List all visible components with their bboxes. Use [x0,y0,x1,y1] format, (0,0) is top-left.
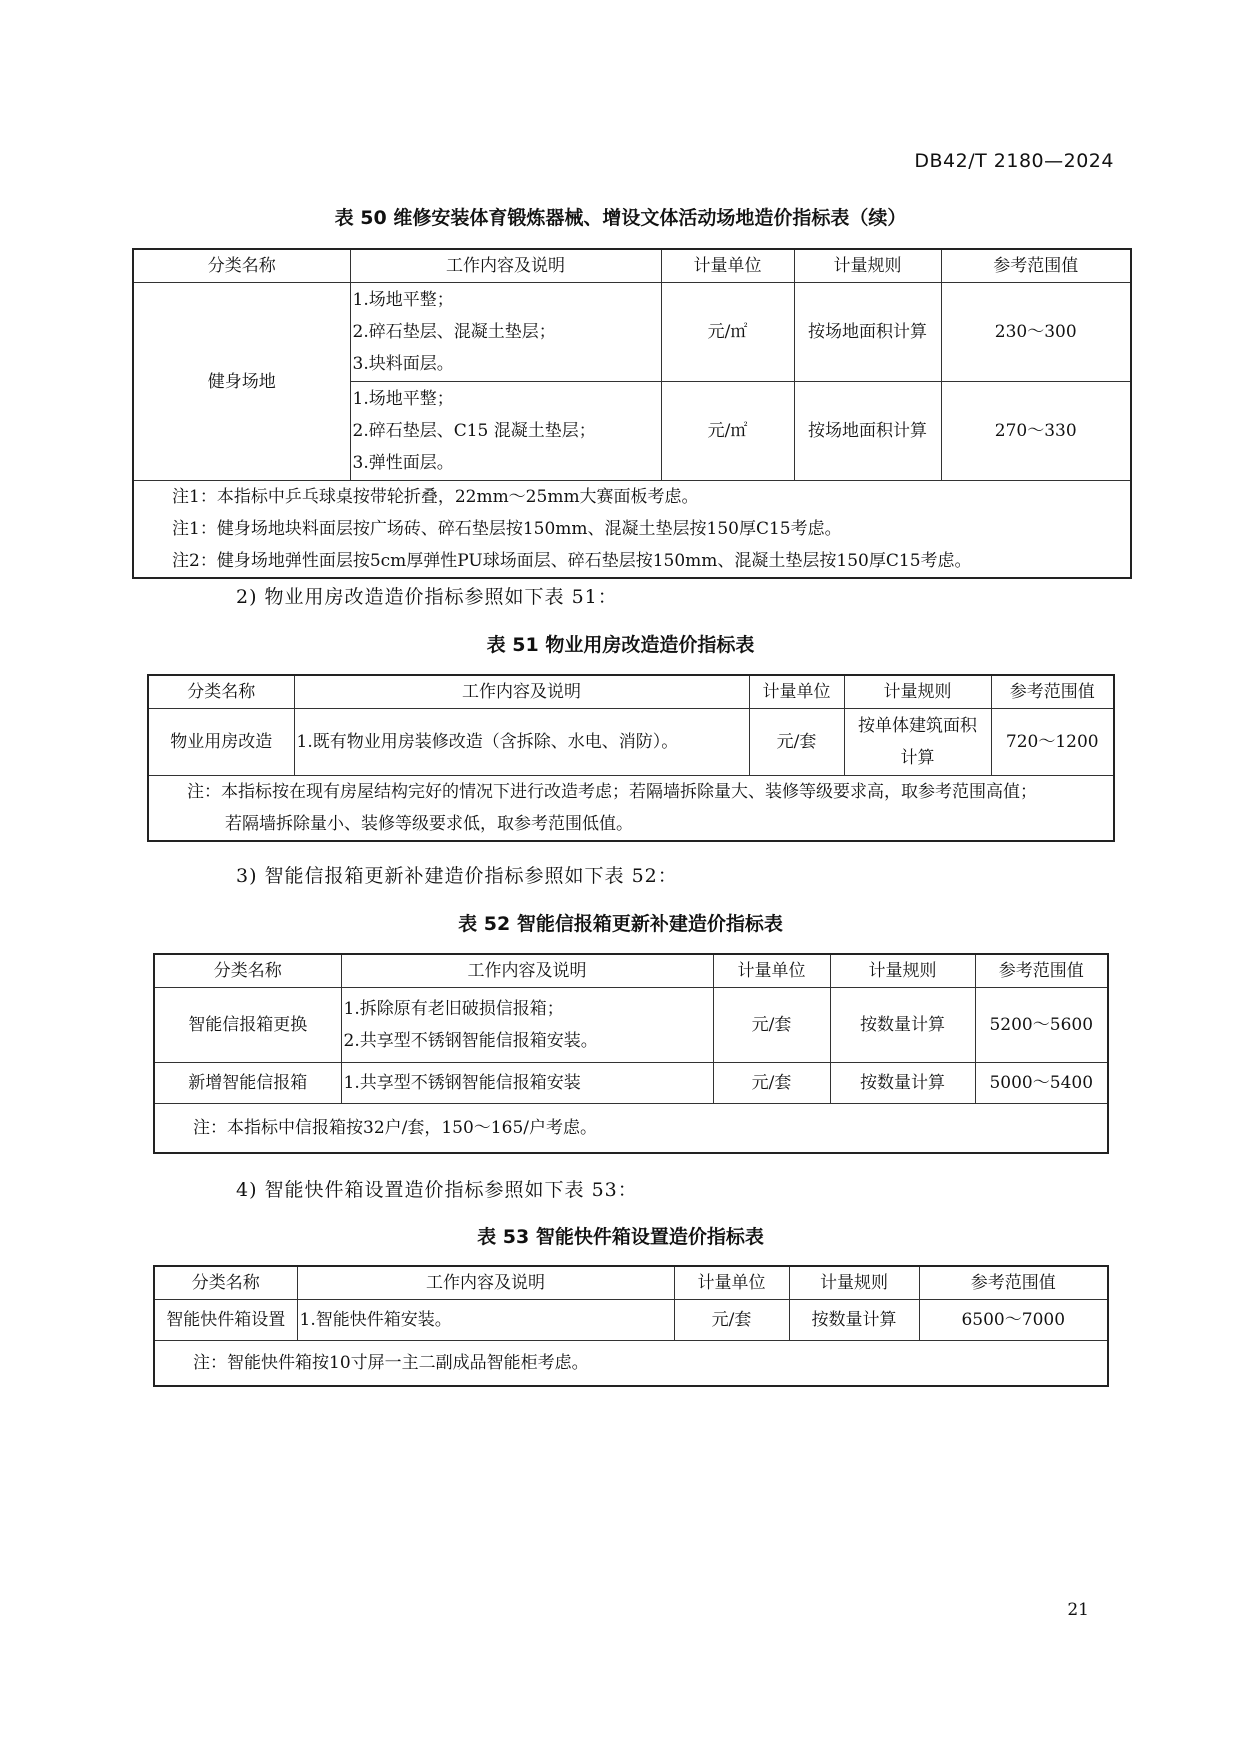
header-category: 分类名称 [154,954,341,988]
unit-cell: 元/套 [674,1300,789,1341]
notes-row [148,776,1114,842]
header-rule: 计量规则 [794,249,941,283]
header-unit: 计量单位 [661,249,794,283]
content-cell [350,382,661,481]
rule-cell: 按场地面积计算 [794,382,941,481]
header-category: 分类名称 [148,675,294,709]
header-category: 分类名称 [133,249,350,283]
rule-cell: 按数量计算 [830,1063,975,1104]
note-line: 注2：健身场地弹性面层按5cm厚弹性PU球场面层、碎石垫层按150mm、混凝土垫层按150厚C15考虑。 [172,551,972,571]
table-53-caption: 表 53 智能快件箱设置造价指标表 [477,1226,764,1248]
unit-cell: 元/套 [713,988,830,1063]
content-cell: 1.智能快件箱安装。 [297,1300,674,1341]
header-content: 工作内容及说明 [297,1266,674,1300]
standard-code: DB42/T 2180—2024 [914,150,1114,172]
header-rule: 计量规则 [844,675,991,709]
content-line: 2.碎石垫层、混凝土垫层； [352,322,556,342]
range-cell: 230～300 [941,283,1131,382]
content-line: 1.拆除原有老旧破损信报箱； [343,999,564,1019]
table-52 [153,953,1109,1154]
header-content: 工作内容及说明 [341,954,713,988]
table-50-caption: 表 50 维修安装体育锻炼器械、增设文体活动场地造价指标表（续） [334,207,907,229]
category-cell: 物业用房改造 [148,709,294,776]
notes-cell: 注：本指标中信报箱按32户/套，150～165/户考虑。 [154,1104,1108,1154]
table-row [133,283,1131,382]
range-cell: 720～1200 [991,709,1114,776]
rule-cell: 按场地面积计算 [794,283,941,382]
table-row [154,1063,1108,1104]
table-52-caption: 表 52 智能信报箱更新补建造价指标表 [458,913,783,935]
notes-cell: 注：智能快件箱按10寸屏一主二副成品智能柜考虑。 [154,1341,1108,1387]
table-header-row [148,675,1114,709]
note-line: 注：本指标按在现有房屋结构完好的情况下进行改造考虑；若隔墙拆除量大、装修等级要求高，取参考范围高值； [187,782,1037,802]
table-50 [132,248,1132,579]
header-range: 参考范围值 [919,1266,1108,1300]
range-cell: 5000～5400 [975,1063,1108,1104]
table-header-row [133,249,1131,283]
notes-row [154,1341,1108,1387]
rule-cell [844,709,991,776]
range-cell: 6500～7000 [919,1300,1108,1341]
table-header-row [154,954,1108,988]
header-unit: 计量单位 [713,954,830,988]
page-number: 21 [1067,1600,1089,1620]
content-line: 1.场地平整； [352,290,454,310]
header-category: 分类名称 [154,1266,297,1300]
rule-cell: 按数量计算 [830,988,975,1063]
notes-row [133,481,1131,579]
header-content: 工作内容及说明 [350,249,661,283]
rule-cell: 按数量计算 [789,1300,919,1341]
notes-row [154,1104,1108,1154]
table-row [154,988,1108,1063]
unit-cell: 元/套 [713,1063,830,1104]
table-header-row [154,1266,1108,1300]
content-cell: 1.既有物业用房装修改造（含拆除、水电、消防）。 [294,709,749,776]
table-51-intro: 2) 物业用房改造造价指标参照如下表 51： [236,586,618,608]
note-line: 注1：健身场地块料面层按广场砖、碎石垫层按150mm、混凝土垫层按150厚C15考虑。 [172,519,842,539]
header-range: 参考范围值 [991,675,1114,709]
header-rule: 计量规则 [830,954,975,988]
range-cell: 270～330 [941,382,1131,481]
table-row [148,709,1114,776]
content-line: 1.场地平整； [352,389,454,409]
table-51 [147,674,1115,842]
note-line: 注1：本指标中乒乓球桌按带轮折叠，22mm～25mm大赛面板考虑。 [172,487,699,507]
rule-line: 计算 [900,748,935,768]
unit-cell: 元/㎡ [661,283,794,382]
table-53-intro: 4) 智能快件箱设置造价指标参照如下表 53： [236,1179,638,1201]
header-unit: 计量单位 [674,1266,789,1300]
category-cell: 智能快件箱设置 [154,1300,297,1341]
unit-cell: 元/套 [749,709,844,776]
notes-cell [133,481,1131,579]
content-cell [341,988,713,1063]
header-unit: 计量单位 [749,675,844,709]
category-cell: 智能信报箱更换 [154,988,341,1063]
content-line: 3.块料面层。 [352,354,454,374]
content-cell: 1.共享型不锈钢智能信报箱安装 [341,1063,713,1104]
table-53 [153,1265,1109,1387]
table-51-caption: 表 51 物业用房改造造价指标表 [486,634,755,656]
range-cell: 5200～5600 [975,988,1108,1063]
table-row [154,1300,1108,1341]
note-line: 若隔墙拆除量小、装修等级要求低，取参考范围低值。 [225,814,633,834]
table-52-intro: 3) 智能信报箱更新补建造价指标参照如下表 52： [236,865,678,887]
header-range: 参考范围值 [975,954,1108,988]
content-line: 3.弹性面层。 [352,453,454,473]
header-content: 工作内容及说明 [294,675,749,709]
unit-cell: 元/㎡ [661,382,794,481]
rule-line: 按单体建筑面积 [858,716,977,736]
header-rule: 计量规则 [789,1266,919,1300]
category-cell: 健身场地 [133,283,350,481]
category-cell: 新增智能信报箱 [154,1063,341,1104]
content-line: 2.共享型不锈钢智能信报箱安装。 [343,1031,598,1051]
content-line: 2.碎石垫层、C15 混凝土垫层； [352,421,596,441]
notes-cell [148,776,1114,842]
header-range: 参考范围值 [941,249,1131,283]
content-cell [350,283,661,382]
